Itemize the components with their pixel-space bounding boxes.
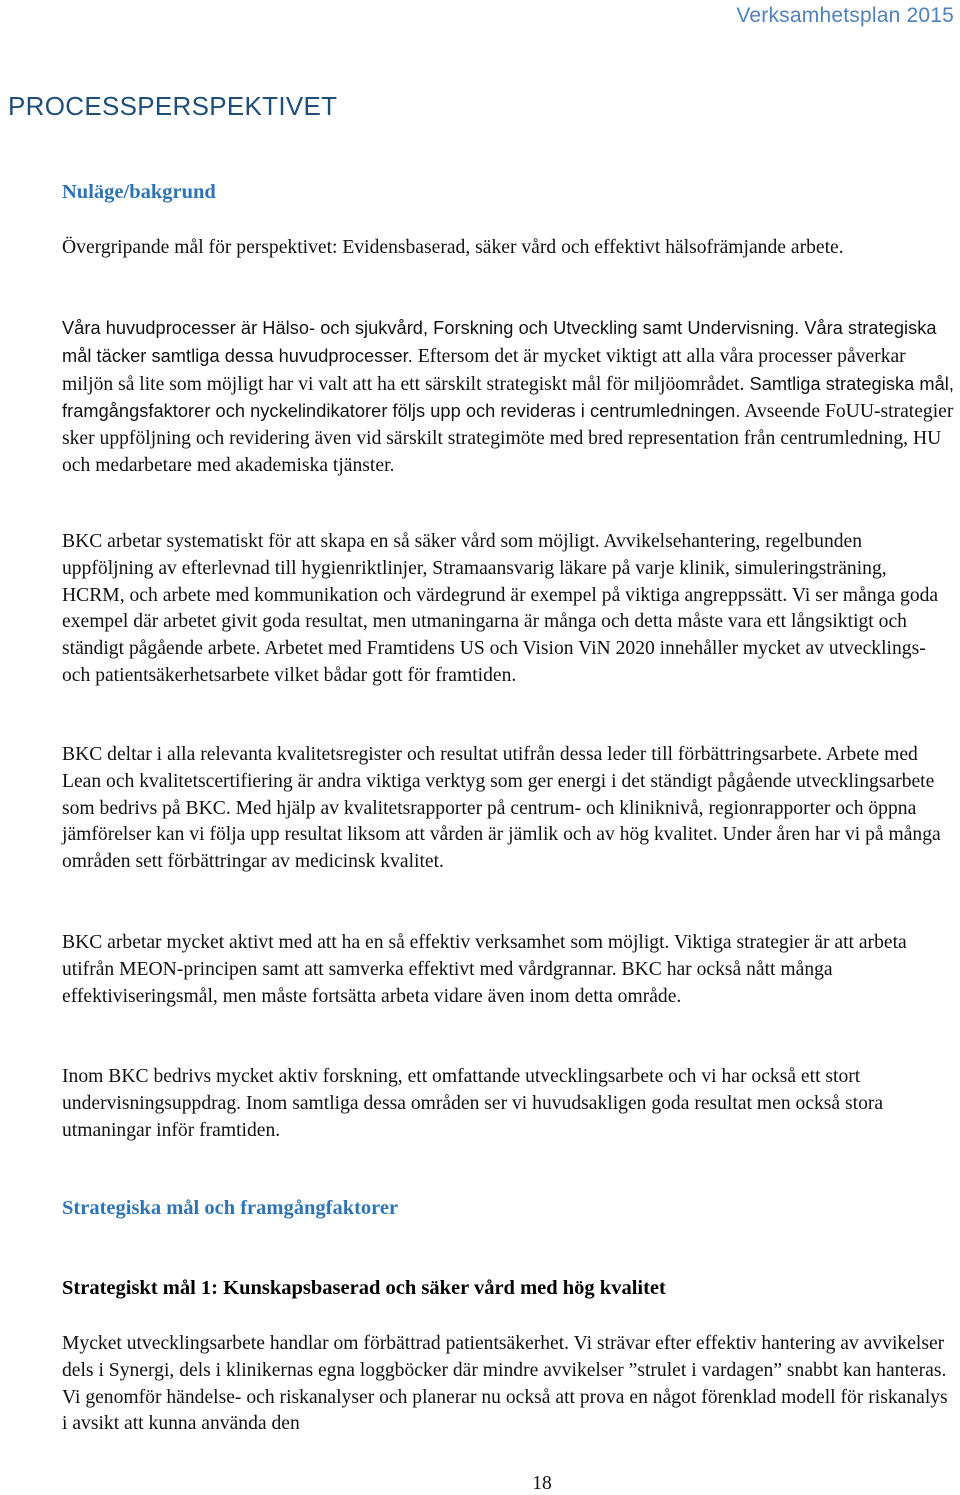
paragraph-efficiency: BKC arbetar mycket aktivt med att ha en så effektiv verksamhet som möjligt. Viktiga strategier är att arbeta utifrån MEON-principen samt att samverka effektivt med vårdgrannar. BKC har också nått många effektiviseringsmål, men måste fortsätta arbeta vidare även inom detta område.	[62, 932, 907, 1007]
paragraph-patient-safety: BKC arbetar systematiskt för att skapa en så säker vård som möjligt. Avvikelsehantering, regelbunden uppföljning av efterlevnad till hygienriktlinjer, Stramaansvarig läkare på varje klinik, simuleringsträning, HCRM, och arbete med kommunikation och värdegrund är exempel på viktiga angreppssätt. Vi ser många goda exempel där arbetet givit goda resultat, men utmaningarna är många och detta måste vara ett långsiktigt och ständigt pågående arbete. Arbetet med Framtidens US och Vision ViN 2020 innehåller mycket av utvecklings- och patientsäkerhetsarbete vilket bådar gott för framtiden.	[62, 531, 939, 686]
paragraph-goal-1: Mycket utvecklingsarbete handlar om förbättrad patientsäkerhet. Vi strävar efter effektiv hantering av avvikelser dels i Synergi, dels i klinikernas egna loggböcker där mindre avvikelser ”strulet i vardagen” snabbt kan hanteras. Vi genomför händelse- och riskanalyser och planerar nu också att prova en något förenklad modell för riskanalys i avsikt att kunna använda den	[62, 1333, 948, 1435]
paragraph-main-processes-part1: Våra huvudprocesser är Hälso- och sjukvård, Forskning och Utveckling samt Undervisning. Våra strategiska mål täcker samtliga dessa huvudprocesser.	[62, 318, 937, 366]
paragraph-research: Inom BKC bedrivs mycket aktiv forskning, ett omfattande utvecklingsarbete och vi har också ett stort undervisningsuppdrag. Inom samtliga dessa områden ser vi huvudsakligen goda resultat men också stora utmaningar inför framtiden.	[62, 1066, 884, 1141]
section-title: PROCESSPERSPEKTIVET	[8, 91, 338, 121]
paragraph-quality-registers: BKC deltar i alla relevanta kvalitetsregister och resultat utifrån dessa leder till förbättringsarbete. Arbete med Lean och kvalitetscertifiering är andra viktiga verktyg som ger energi i det ständigt pågående utvecklingsarbete som bedrivs på BKC. Med hjälp av kvalitetsrapporter på centrum- och kliniknivå, regionrapporter och öppna jämförelser kan vi följa upp resultat liksom att vården är jämlik och av hög kvalitet. Under åren har vi på många områden sett förbättringar av medicinsk kvalitet.	[62, 744, 941, 873]
paragraph-overall-goal: Övergripande mål för perspektivet: Evidensbaserad, säker vård och effektivt hälsofrämjande arbete.	[62, 237, 844, 258]
running-header: Verksamhetsplan 2015	[736, 4, 954, 27]
goal-1-heading: Strategiskt mål 1: Kunskapsbaserad och säker vård med hög kvalitet	[62, 1277, 666, 1299]
subheading-background: Nuläge/bakgrund	[62, 181, 216, 203]
paragraph-main-processes-part3: Samtliga strategiska mål, framgångsfaktorer och nyckelindikatorer följs upp och revideras i centrumledningen.	[62, 373, 954, 422]
subheading-strategic-goals: Strategiska mål och framgångfaktorer	[62, 1197, 399, 1219]
paragraph-main-processes-part2: Eftersom det är mycket viktigt att alla våra processer påverkar miljön så lite som möjligt har vi valt att ha ett särskilt strategiskt mål för miljöområdet.	[62, 345, 906, 395]
page-number: 18	[532, 1473, 552, 1494]
paragraph-main-processes-part4: Avseende FoUU-strategier sker uppföljning och revidering även vid särskilt strategimöte med bred representation från centrumledning, HU och medarbetare med akademiska tjänster.	[62, 401, 954, 476]
paragraph-main-processes	[62, 315, 954, 480]
